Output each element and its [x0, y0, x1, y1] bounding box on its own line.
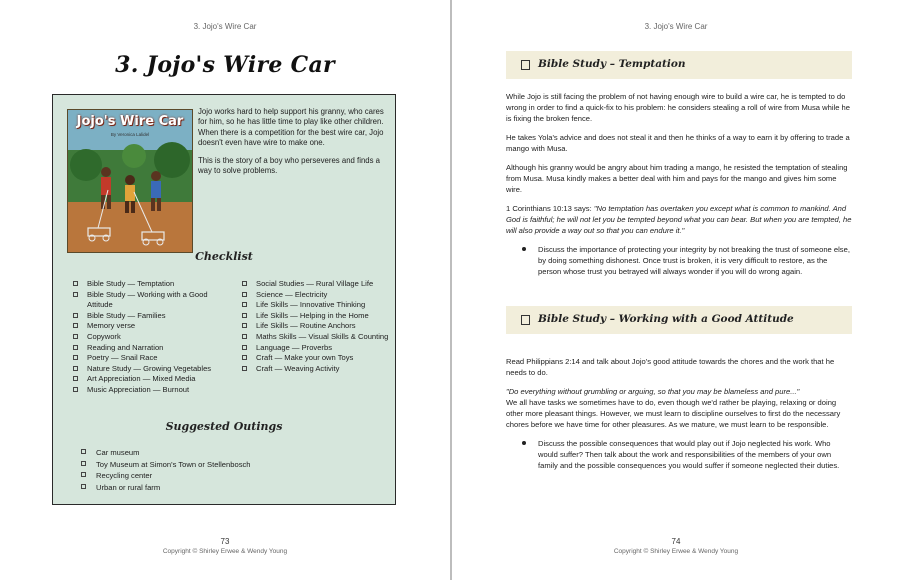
checklist-item[interactable]: Craft — Weaving Activity: [242, 364, 390, 375]
book-cover-image: [67, 109, 193, 253]
outing-item[interactable]: Urban or rural farm: [81, 482, 251, 494]
verse-reference: 1 Corinthians 10:13 says:: [506, 204, 594, 213]
checklist-item[interactable]: Reading and Narration: [73, 343, 233, 354]
bullet-icon: [522, 441, 526, 445]
checkbox-icon[interactable]: [242, 334, 247, 339]
cover-title: Jojo's Wire Car: [76, 114, 184, 129]
checkbox-icon[interactable]: [73, 366, 78, 371]
checklist-item[interactable]: Bible Study — Families: [73, 311, 233, 322]
verse-paragraph: [506, 203, 852, 236]
checkbox-icon[interactable]: [242, 302, 247, 307]
intro-paragraph: This is the story of a boy who perseveres and finds a way to solve problems.: [198, 155, 381, 176]
checklist-item[interactable]: Craft — Make your own Toys: [242, 353, 390, 364]
checkbox-icon[interactable]: [73, 281, 78, 286]
checkbox-icon[interactable]: [73, 345, 78, 350]
section-body-temptation: [506, 91, 852, 285]
checkbox-icon[interactable]: [81, 449, 86, 454]
checklist-item[interactable]: Life Skills — Helping in the Home: [242, 311, 390, 322]
body-paragraph: Although his granny would be angry about him trading a mango, he resisted the temptation of stealing from Musa. Musa kindly makes a better deal with him and pays for the mango and gives him some wire.: [506, 163, 848, 194]
checklist-left-column: [73, 279, 233, 396]
body-paragraph: Read Philippians 2:14 and talk about Jojo's good attitude towards the chores and the work that he needs to do.: [506, 357, 835, 377]
discussion-bullet: Discuss the possible consequences that would play out if Jojo neglected his work. Who would suffer? Then talk about the work and responsibilities of the members of your own family and the possible consequences you would suffer if someone neglected their duties.: [518, 438, 852, 471]
checkbox-icon[interactable]: [73, 355, 78, 360]
checkbox-icon[interactable]: [81, 461, 86, 466]
chapter-intro: [198, 107, 390, 183]
checkbox-icon[interactable]: [73, 323, 78, 328]
copyright: Copyright © Shirley Erwee & Wendy Young: [162, 548, 288, 555]
checklist-item[interactable]: Life Skills — Routine Anchors: [242, 321, 390, 332]
checklist-item[interactable]: Memory verse: [73, 321, 233, 332]
checklist-item[interactable]: Copywork: [73, 332, 233, 343]
checkbox-icon[interactable]: [73, 313, 78, 318]
chapter-info-box: [52, 94, 396, 505]
checklist-item[interactable]: Science — Electricity: [242, 290, 390, 301]
chapter-title: 3. Jojo's Wire Car: [115, 52, 335, 78]
checklist-item[interactable]: Social Studies — Rural Village Life: [242, 279, 390, 290]
outing-item[interactable]: Car museum: [81, 447, 251, 459]
body-paragraph: We all have tasks we sometimes have to do, even though we'd rather be playing, relaxing or doing other more pleasant things. However, we must learn to discipline ourselves to first do the necessary chores before we have time for other pleasures. As we mature, we must learn to be responsible.: [506, 398, 841, 429]
section-title: Bible Study – Temptation: [538, 58, 686, 70]
checklist-item[interactable]: Language — Proverbs: [242, 343, 390, 354]
bullet-icon: [522, 247, 526, 251]
outings-heading: Suggested Outings: [165, 420, 283, 433]
discussion-bullet: Discuss the importance of protecting your integrity by not breaking the trust of someone else, by doing something dishonest. Once trust is broken, it is very difficult to restore, as the person whose trust you betrayed will always wonder if you will do wrong again.: [518, 244, 852, 277]
checkbox-icon[interactable]: [73, 387, 78, 392]
section-banner-attitude: [506, 306, 852, 334]
checklist-right-column: [242, 279, 390, 374]
checkbox-icon[interactable]: [242, 281, 247, 286]
checkbox-icon[interactable]: [242, 355, 247, 360]
intro-paragraph: Jojo works hard to help support his granny, who cares for him, so he has little time to play like other children. When there is a competition for the best wire car, Jojo doesn't even have wire to make one.: [198, 107, 384, 148]
outings-list: [81, 447, 251, 493]
outing-item[interactable]: Toy Museum at Simon's Town or Stellenbosch: [81, 459, 251, 471]
checklist-item[interactable]: Art Appreciation — Mixed Media: [73, 374, 233, 385]
verse-text: "No temptation has overtaken you except what is common to mankind. And God is faithful; he will not let you be tempted beyond what you can bear. But when you are tempted, he will also provide a way out so that you can endure it.": [506, 204, 852, 235]
checklist-item[interactable]: Nature Study — Growing Vegetables: [73, 364, 233, 375]
page-number: 73: [220, 537, 230, 546]
checkbox-icon[interactable]: [242, 313, 247, 318]
checkbox-icon[interactable]: [242, 366, 247, 371]
checkbox-icon[interactable]: [81, 484, 86, 489]
checkbox-icon[interactable]: [242, 323, 247, 328]
section-title: Bible Study – Working with a Good Attitude: [538, 313, 794, 325]
body-paragraph: He takes Yola's advice and does not steal it and then he thinks of a way to earn it by offering to trade a mango with Musa.: [506, 133, 850, 153]
running-head: 3. Jojo's Wire Car: [193, 22, 257, 31]
checklist-item[interactable]: Bible Study — Working with a Good Attitude: [73, 290, 233, 311]
checkbox-icon[interactable]: [73, 292, 78, 297]
page-number: 74: [671, 537, 681, 546]
checklist-item[interactable]: Music Appreciation — Burnout: [73, 385, 233, 396]
body-paragraph: While Jojo is still facing the problem of not having enough wire to build a wire car, he is tempted to do wrong in order to find a quick-fix to his problem: he considers stealing a roll of wire from Musa while he is fixing the broken fence.: [506, 92, 850, 123]
checklist-item[interactable]: Poetry — Snail Race: [73, 353, 233, 364]
cover-author: By Veronica Lalidel: [110, 132, 150, 137]
quote-paragraph: "Do everything without grumbling or arguing, so that you may be blameless and pure...": [506, 387, 800, 396]
running-head: 3. Jojo's Wire Car: [644, 22, 708, 31]
checkbox-icon[interactable]: [73, 376, 78, 381]
checkbox-icon[interactable]: [242, 345, 247, 350]
copyright: Copyright © Shirley Erwee & Wendy Young: [613, 548, 739, 555]
checkbox-icon[interactable]: [73, 334, 78, 339]
checklist-item[interactable]: Bible Study — Temptation: [73, 279, 233, 290]
checkbox-icon[interactable]: [81, 472, 86, 477]
section-banner-temptation: [506, 51, 852, 79]
checklist-item[interactable]: Life Skills — Innovative Thinking: [242, 300, 390, 311]
right-page: [452, 0, 900, 580]
checkbox-icon[interactable]: [521, 60, 530, 70]
checklist-item[interactable]: Maths Skills — Visual Skills & Counting: [242, 332, 390, 343]
checkbox-icon[interactable]: [242, 292, 247, 297]
outing-item[interactable]: Recycling center: [81, 470, 251, 482]
checklist-heading: Checklist: [195, 250, 253, 263]
section-body-attitude: [506, 356, 852, 479]
checkbox-icon[interactable]: [521, 315, 530, 325]
